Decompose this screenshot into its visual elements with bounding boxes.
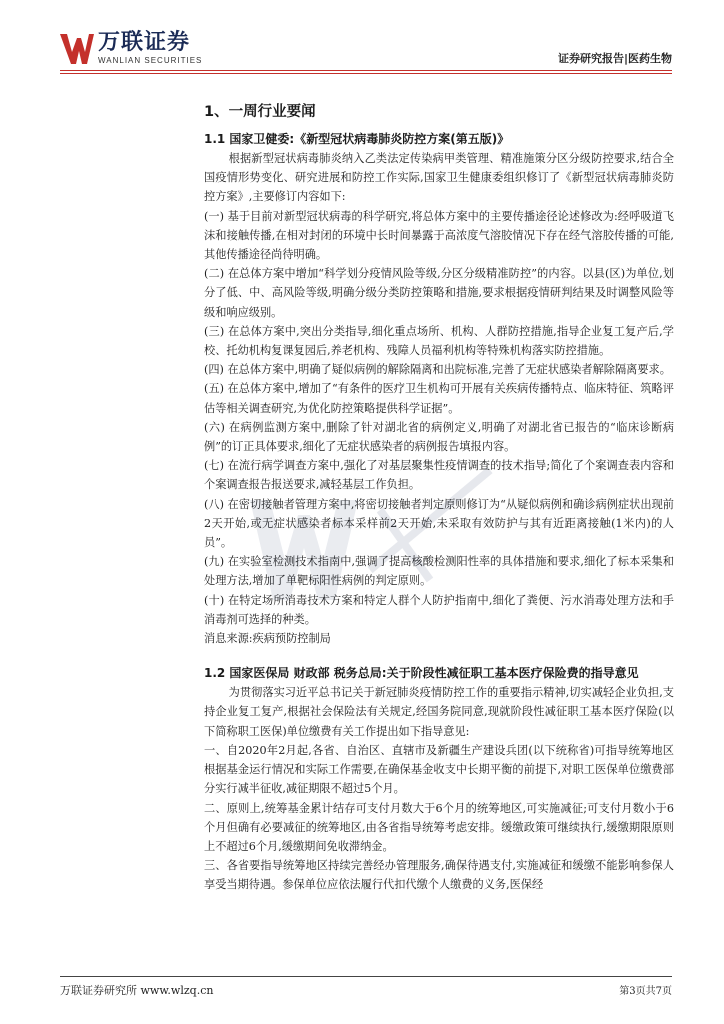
logo-w-icon [60,34,94,64]
list-item: 二、原则上,统筹基金累计结存可支付月数大于6个月的统筹地区,可实施减征;可支付月数小于6个月但确有必要减征的统筹地区,由各省指导统筹考虑安排。缓缴政策可继续执行,缓缴期限原则上不超过6个月,缓缴期间免收滞纳金。 [204,801,674,853]
list-item: (七) 在流行病学调查方案中,强化了对基层聚集性疫情调查的技术指导;简化了个案调查表内容和个案调查报告报送要求,减轻基层工作负担。 [204,459,674,492]
list-item: 三、各省要指导统筹地区持续完善经办管理服务,确保待遇支付,实施减征和缓缴不能影响参保人享受当期待遇。参保单位应依法履行代扣代缴个人缴费的义务,医保经 [204,859,674,892]
news-source: 消息来源:疾病预防控制局 [204,632,331,646]
report-type: 证券研究报告|医药生物 [557,52,672,65]
list-item: 一、自2020年2月起,各省、自治区、直辖市及新疆生产建设兵团(以下统称省)可指导统筹地区根据基金运行情况和实际工作需要,在确保基金收支中长期平衡的前提下,对职工医保单位缴费部分实行减半征收,减征期限不超过5个月。 [204,743,674,796]
page-header [0,0,724,80]
list-item: (十) 在特定场所消毒技术方案和特定人群个人防护指南中,细化了粪便、污水消毒处理方法和手消毒剂可选择的种类。 [204,593,674,626]
page-number: 第3页共7页 [619,986,672,997]
list-item: (一) 基于目前对新型冠状病毒的科学研究,将总体方案中的主要传播途径论述修改为:经呼吸道飞沫和接触传播,在相对封闭的环境中长时间暴露于高浓度气溶胶情况下存在经气溶胶传播的可能,其他传播途径尚待明确。 [204,209,674,262]
list-item: (五) 在总体方案中,增加了“有条件的医疗卫生机构可开展有关疾病传播特点、临床特征、筑略评估等相关调查研究,为优化防控策略提供科学证据”。 [204,382,674,415]
list-item: (六) 在病例监测方案中,删除了针对湖北省的病例定义,明确了对湖北省已报告的“临床诊断病例”的订正具体要求,细化了无症状感染者的病例报告填报内容。 [204,420,674,454]
list-item: (九) 在实验室检测技术指南中,强调了提高核酸检测阳性率的具体措施和要求,细化了标本采集和处理方法,增加了单靶标阳性病例的判定原则。 [204,555,674,588]
header-divider [60,70,672,71]
header-divider-thin [60,73,672,74]
footer-divider [60,976,672,977]
logo-chinese-name: 万联证券 [98,30,191,55]
subsection-title-1: 1.1 国家卫健委:《新型冠状病毒肺炎防控方案(第五版)》 [204,132,510,146]
paragraph-intro-1: 根据新型冠状病毒肺炎纳入乙类法定传染病甲类管理、精准施策分区分级防控要求,结合全国疫情形势变化、研究进展和防控工作实际,国家卫生健康委组织修订了《新型冠状病毒肺炎防控方案》,主要修订内容如下: [204,152,674,204]
list-item: (二) 在总体方案中增加“科学划分疫情风险等级,分区分级精准防控”的内容。以县(区)为单位,划分了低、中、高风险等级,明确分级分类防控策略和措施,要求根据疫情研判结果及时调整风险等级和响应级别。 [204,267,674,319]
list-item: (八) 在密切接触者管理方案中,将密切接触者判定原则修订为“从疑似病例和确诊病例症状出现前2天开始,或无症状感染者标本采样前2天开始,未采取有效防护与其有近距离接触(1米内)的人员”。 [204,497,674,550]
paragraph-intro-2: 为贯彻落实习近平总书记关于新冠肺炎疫情防控工作的重要指示精神,切实减轻企业负担,支持企业复工复产,根据社会保险法有关规定,经国务院同意,现就阶段性减征职工基本医疗保险(以下简称职工医保)单位缴费有关工作提出如下指导意见: [204,686,674,738]
list-item: (三) 在总体方案中,突出分类指导,细化重点场所、机构、人群防控措施,指导企业复工复产后,学校、托幼机构复课复园后,养老机构、残障人员福利机构等特殊机构落实防控措施。 [204,324,674,358]
main-content [204,92,674,895]
logo-english-name: WANLIAN SECURITIES [98,56,203,65]
company-logo [60,32,202,65]
list-item: (四) 在总体方案中,明确了疑似病例的解除隔离和出院标准,完善了无症状感染者解除隔离要求。 [204,363,671,377]
subsection-title-2: 1.2 国家医保局 财政部 税务总局:关于阶段性减征职工基本医疗保险费的指导意见 [204,666,639,681]
section-title: 1、一周行业要闻 [204,104,316,120]
footer-company-url: 万联证券研究所 www.wlzq.cn [60,984,214,997]
